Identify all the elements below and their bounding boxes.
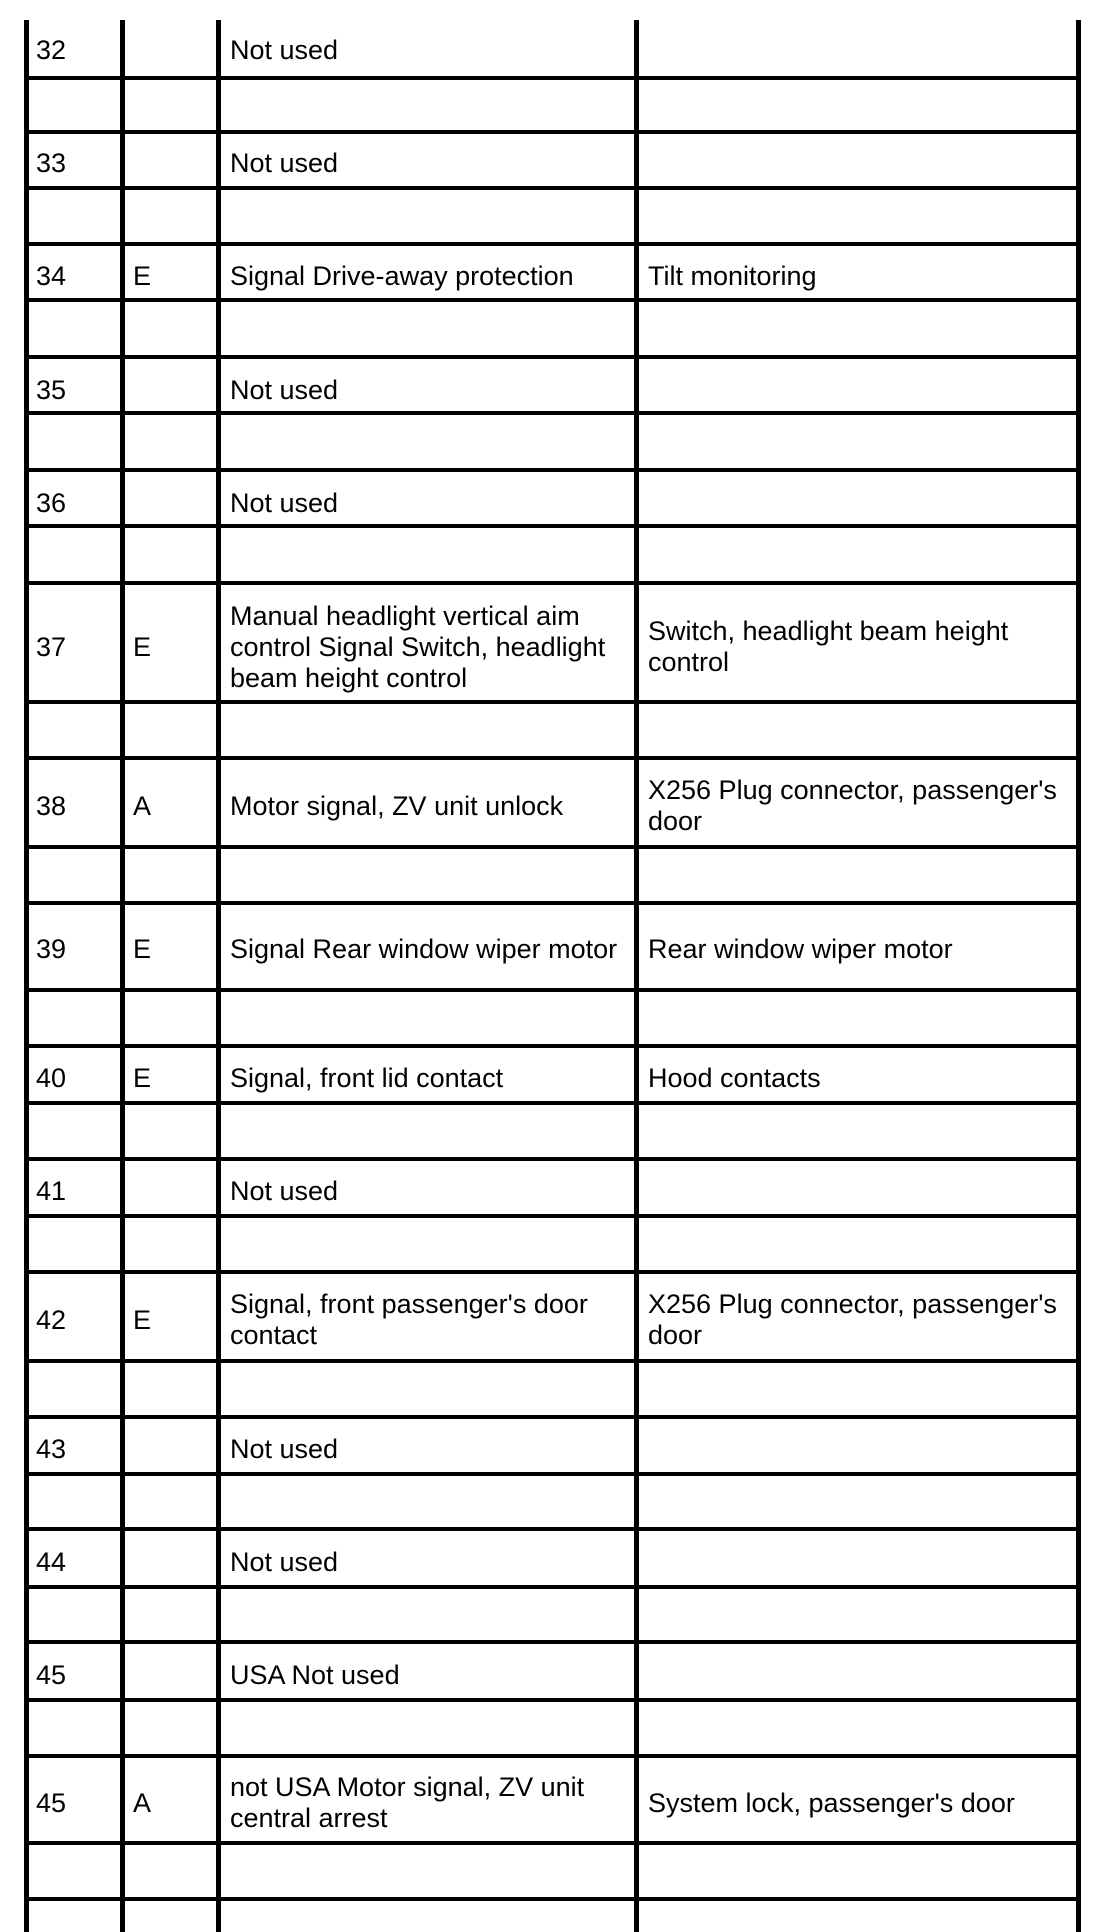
- component-cell: System lock, passenger's door: [648, 1787, 1015, 1818]
- component-cell: [648, 137, 1068, 190]
- pin-cell: 33: [36, 148, 67, 178]
- row-divider: [24, 756, 1081, 760]
- pin-cell: 45: [36, 1787, 67, 1818]
- type-cell: [133, 137, 213, 190]
- type-cell: E: [133, 1062, 152, 1093]
- pin-cell: 45: [36, 1659, 67, 1690]
- component-cell: Hood contacts: [648, 1062, 821, 1093]
- column-divider: [634, 20, 639, 1932]
- component-cell: [648, 1535, 1068, 1589]
- pin-cell: 38: [36, 790, 67, 821]
- component-cell: Rear window wiper motor: [648, 934, 953, 964]
- pin-cell: 37: [36, 631, 67, 662]
- type-cell: E: [133, 934, 152, 964]
- component-cell: Tilt monitoring: [648, 261, 817, 291]
- function-cell: Manual headlight vertical aim control Signal Switch, headlight beam height control: [230, 600, 606, 693]
- function-cell: Signal, front lid contact: [230, 1062, 504, 1093]
- component-cell: [648, 1648, 1068, 1702]
- type-cell: [133, 363, 213, 417]
- row-divider: [24, 76, 1081, 80]
- pin-cell: 36: [36, 487, 67, 518]
- column-divider: [1076, 20, 1081, 1932]
- column-divider: [216, 20, 221, 1932]
- type-cell: [133, 476, 213, 530]
- component-cell: [648, 1165, 1068, 1218]
- component-cell: Switch, headlight beam height control: [648, 616, 1009, 677]
- row-divider: [24, 242, 1081, 246]
- row-divider: [24, 1754, 1081, 1758]
- row-divider: [24, 581, 1081, 585]
- function-cell: Signal Rear window wiper motor: [230, 934, 618, 964]
- type-cell: E: [133, 1304, 152, 1335]
- pin-cell: 35: [36, 374, 67, 405]
- pin-cell: 41: [36, 1176, 67, 1206]
- pin-cell: 34: [36, 261, 67, 291]
- row-divider: [24, 1640, 1081, 1644]
- column-divider: [24, 20, 29, 1932]
- function-cell: Not used: [230, 1546, 339, 1577]
- function-cell: Not used: [230, 487, 339, 518]
- component-cell: [648, 24, 1068, 76]
- function-cell: USA Not used: [230, 1659, 400, 1690]
- row-divider: [24, 1044, 1081, 1048]
- type-cell: [133, 1422, 213, 1476]
- component-cell: X256 Plug connector, passenger's door: [648, 775, 1057, 836]
- row-divider: [24, 1415, 1081, 1419]
- pin-cell: 43: [36, 1433, 67, 1464]
- component-cell: [648, 363, 1068, 417]
- pin-cell: 42: [36, 1304, 67, 1335]
- pin-cell: 32: [36, 34, 67, 65]
- component-cell: [648, 476, 1068, 530]
- pin-cell: 40: [36, 1062, 67, 1093]
- type-cell: [133, 1535, 213, 1589]
- row-divider: [24, 130, 1081, 134]
- component-cell: [648, 1422, 1068, 1476]
- component-cell: X256 Plug connector, passenger's door: [648, 1289, 1057, 1350]
- row-divider: [24, 355, 1081, 359]
- row-divider: [24, 1157, 1081, 1161]
- function-cell: Not used: [230, 34, 339, 65]
- row-divider: [24, 1270, 1081, 1274]
- function-cell: Not used: [230, 374, 339, 405]
- function-cell: Not used: [230, 1176, 339, 1206]
- pin-cell: 39: [36, 934, 67, 964]
- type-cell: E: [133, 261, 152, 291]
- function-cell: Signal Drive-away protection: [230, 261, 574, 291]
- function-cell: Not used: [230, 148, 339, 178]
- function-cell: Motor signal, ZV unit unlock: [230, 790, 564, 821]
- row-divider: [24, 468, 1081, 472]
- row-divider: [24, 1897, 1081, 1901]
- type-cell: E: [133, 631, 152, 662]
- pin-cell: 44: [36, 1546, 67, 1577]
- type-cell: [133, 24, 213, 76]
- type-cell: A: [133, 1787, 152, 1818]
- function-cell: Signal, front passenger's door contact: [230, 1289, 588, 1350]
- type-cell: [133, 1648, 213, 1702]
- type-cell: A: [133, 790, 152, 821]
- column-divider: [120, 20, 125, 1932]
- function-cell: not USA Motor signal, ZV unit central arrest: [230, 1772, 585, 1833]
- type-cell: [133, 1165, 213, 1218]
- function-cell: Not used: [230, 1433, 339, 1464]
- row-divider: [24, 1527, 1081, 1531]
- row-divider: [24, 901, 1081, 905]
